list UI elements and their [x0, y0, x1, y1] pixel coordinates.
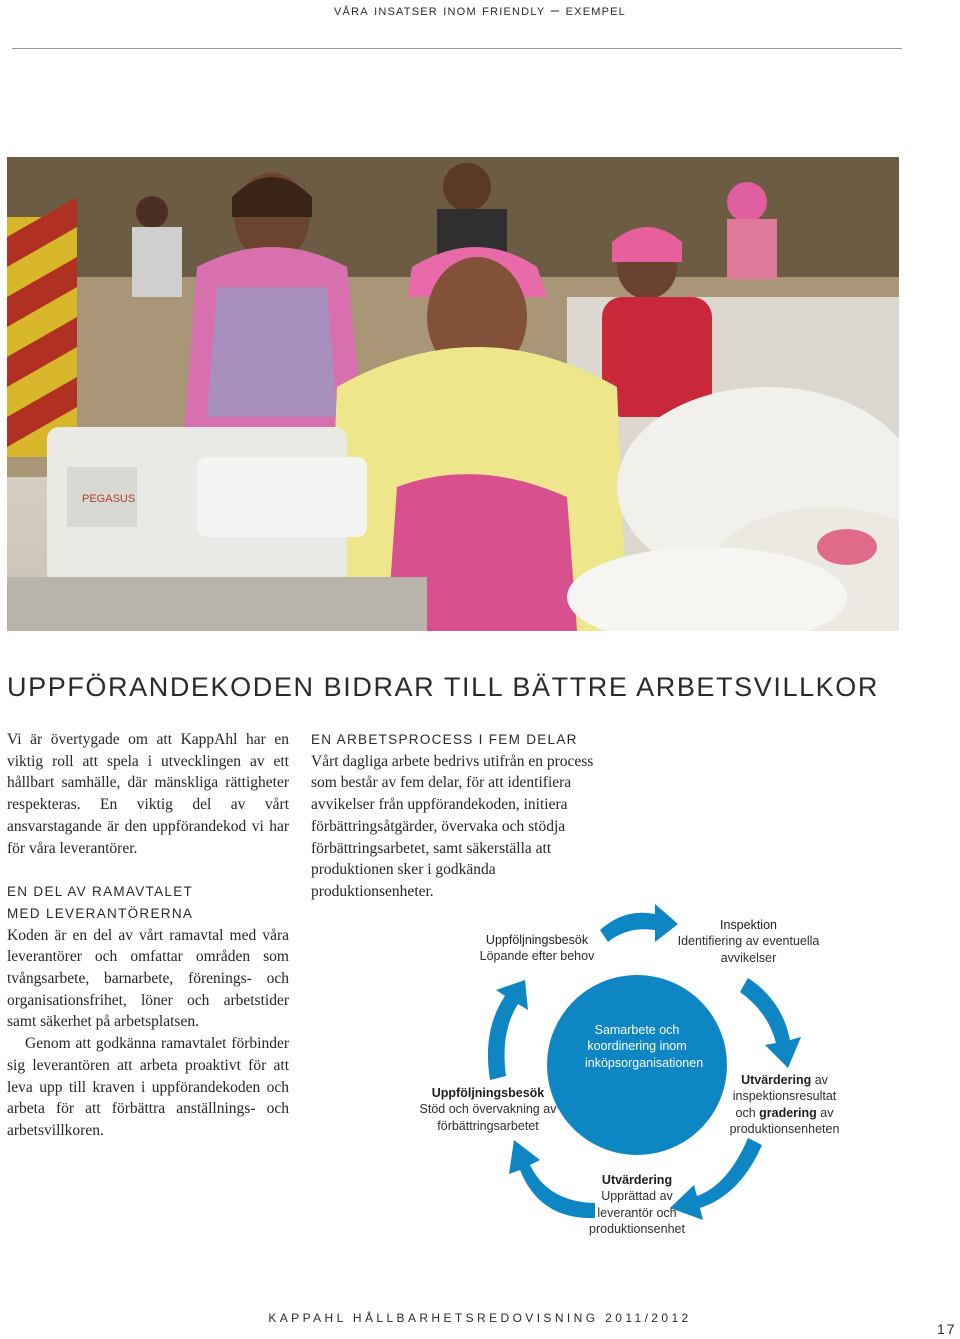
- photo-illustration: [7, 157, 899, 631]
- arrow-bottom-left: [509, 1140, 595, 1218]
- page-footer: KAPPAHL HÅLLBARHETSREDOVISNING 2011/2012: [268, 1311, 692, 1325]
- step-evaluation-right-b1: Utvärdering: [741, 1073, 812, 1087]
- step-inspection-text: Identifiering av eventuella avvikelser: [677, 934, 820, 965]
- step-evaluation-right-t2: av produktionsenheten: [729, 1105, 840, 1136]
- arbetsprocess-paragraph: Vårt dagliga arbete bedrivs utifrån en process som består av fem delar, för att identifiera avvikelser från uppförandekoden, initiera förbättringsåtgärder, övervaka och stödja förbättringsarbetet, samt säkerställa att produktionen sker i godkända produktionsenheter.: [311, 752, 594, 900]
- step-evaluation-right: [722, 1072, 847, 1137]
- step-followup-left: [418, 1085, 558, 1134]
- step-followup-top-text: Löpande efter behov: [479, 949, 595, 964]
- page-headline: UPPFÖRANDEKODEN BIDRAR TILL BÄTTRE ARBETSVILLKOR: [7, 672, 879, 702]
- step-evaluation-right-b2: gradering: [759, 1105, 817, 1120]
- ramavtal-paragraph: Koden är en del av vårt ramavtal med våra leverantörer och omfattar områden som tvångsarbete, barnarbete, förenings- och organisationsfrihet, löner och arbetstider samt säkerhet på arbetsplatsen.: [7, 926, 289, 1031]
- section-title-ramavtal-line2: MED LEVERANTÖRERNA: [7, 905, 194, 921]
- running-header: våra insatser inom friendly – exempel: [334, 2, 626, 19]
- page-number: 17: [937, 1321, 957, 1337]
- step-evaluation-bottom-title: Utvärdering: [601, 1173, 673, 1187]
- machine-brand-label: PEGASUS: [82, 493, 136, 505]
- left-column: [7, 729, 289, 1142]
- middle-column: [311, 729, 596, 903]
- cycle-center-text: Samarbete och koordinering inom inköpsorganisationen: [585, 1023, 704, 1070]
- step-evaluation-bottom-text: Upprättad av leverantör och produktionsenhet: [589, 1189, 685, 1236]
- step-inspection-title: Inspektion: [720, 918, 777, 932]
- step-followup-left-text: Stöd och övervakning av förbättringsarbetet: [419, 1102, 557, 1133]
- step-followup-top: [452, 932, 622, 965]
- section-title-ramavtal-line1: EN DEL AV RAMAVTALET: [7, 884, 194, 900]
- header-rule: [12, 48, 902, 49]
- step-inspection: [676, 917, 821, 966]
- factory-photo: [7, 157, 899, 631]
- section-title-arbetsprocess: EN ARBETSPROCESS I FEM DELAR: [311, 732, 578, 747]
- step-evaluation-right-t1: av inspektionsresultat och: [732, 1073, 837, 1120]
- step-followup-left-title: Uppföljningsbesök: [431, 1086, 545, 1100]
- intro-paragraph: Vi är övertygade om att KappAhl har en viktig roll att spela i utvecklingen av ett hållbart samhälle, där mänskliga rättigheter respekteras. En viktig del av vårt ansvarstagande är den uppförandekod vi har för våra leverantörer.: [7, 731, 289, 857]
- step-followup-top-title: Uppföljningsbesök: [485, 933, 589, 947]
- step-evaluation-bottom: [587, 1172, 687, 1237]
- arrow-left: [488, 980, 528, 1080]
- godkanna-paragraph: Genom att godkänna ramavtalet förbinder sig leverantören att arbeta proaktivt för att leva upp till kraven i uppförandekoden och arbeta för att förbättra anställnings- och arbetsvillkoren.: [7, 1035, 289, 1139]
- arrow-right: [740, 978, 801, 1068]
